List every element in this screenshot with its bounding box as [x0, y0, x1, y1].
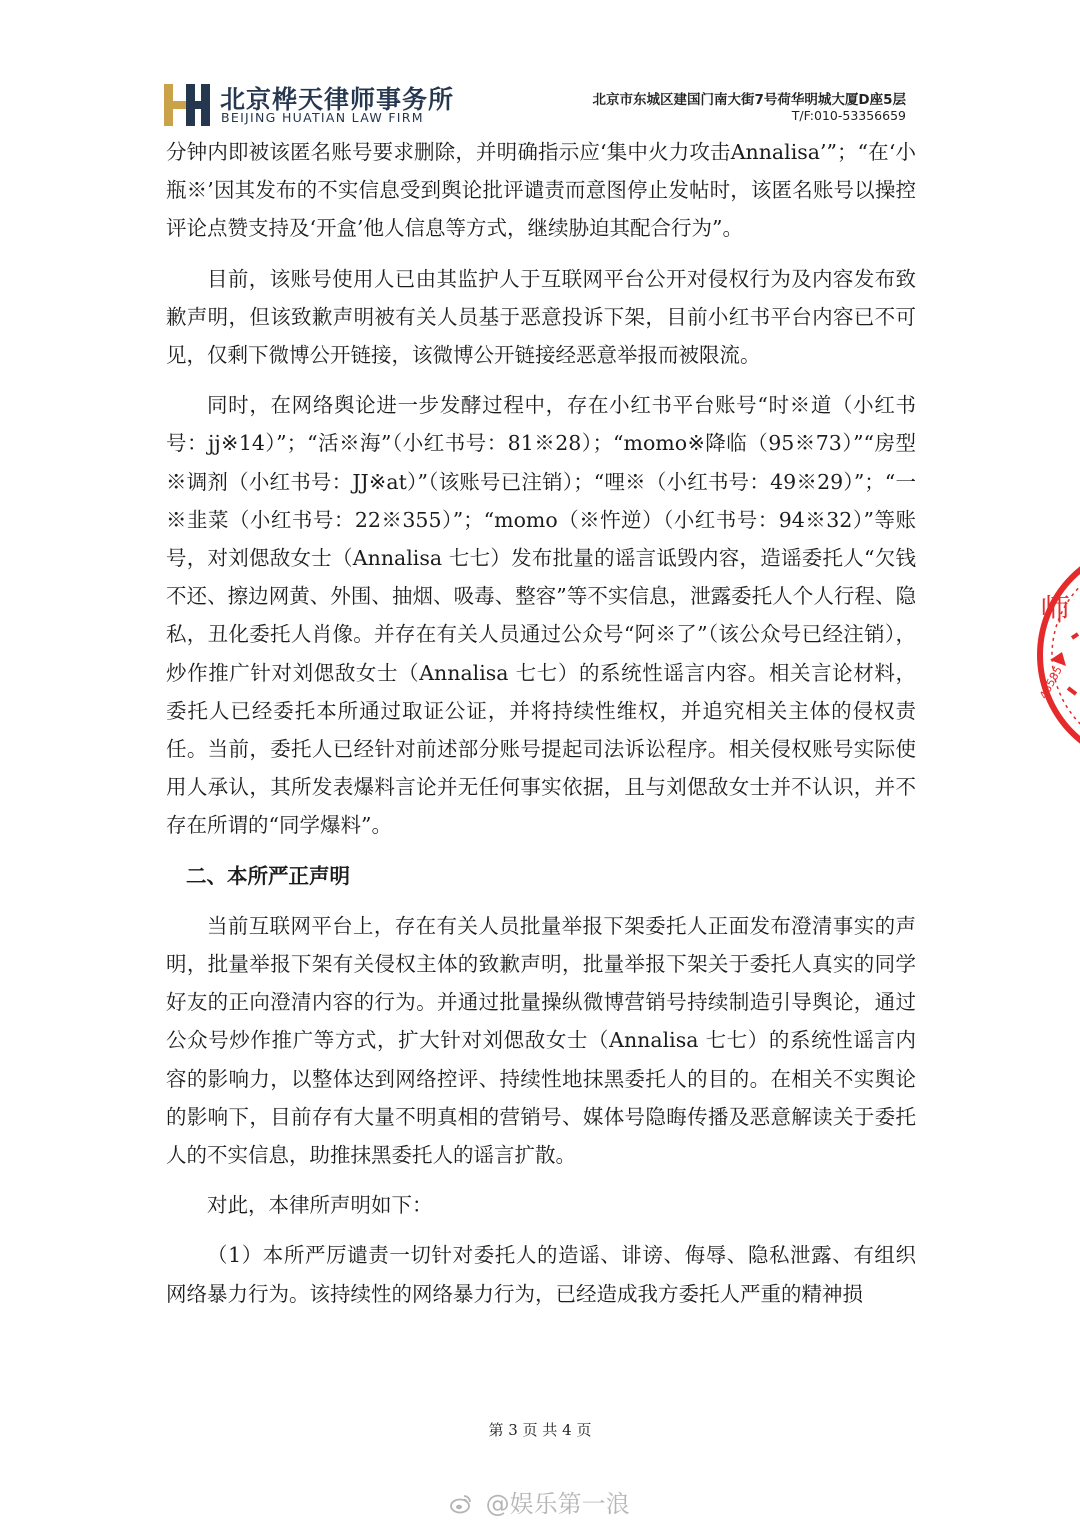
- firm-name-cn: 北京桦天律师事务所: [220, 85, 455, 114]
- letterhead: [0, 0, 1080, 132]
- weibo-watermark: [450, 1484, 630, 1519]
- document-body: [166, 133, 916, 1325]
- firm-address: 北京市东城区建国门南大街7号荷华明城大厦D座5层: [592, 92, 906, 108]
- firm-logo-icon: [164, 84, 210, 126]
- paragraph-5: 对此，本律所声明如下：: [207, 1193, 433, 1218]
- paragraph-1: 分钟内即被该匿名账号要求删除，并明确指示应‘集中火力攻击Annalisa’”；“在‘小瓶※’因其发布的不实信息受到舆论批评谴责而意图停止发帖时，该匿名账号以操控评论点赞支持及‘开盒’他人信息等方式，继续胁迫其配合行为”。: [166, 140, 916, 241]
- watermark-text: @娱乐第一浪: [485, 1490, 630, 1518]
- firm-tel: T/F:010-53356659: [791, 108, 906, 123]
- firm-name-en: BEIJING HUATIAN LAW FIRM: [221, 110, 424, 125]
- paragraph-4: 当前互联网平台上，存在有关人员批量举报下架委托人正面发布澄清事实的声明，批量举报下架有关侵权主体的致歉声明，批量举报下架关于委托人真实的同学好友的正向澄清内容的行为。并通过批量操纵微博营销号持续制造引导舆论，通过公众号炒作推广等方式，扩大针对刘偲敌女士（Annalisa 七七）的系统性谣言内容的影响力，以整体达到网络控评、持续性地抹黑委托人的目的。在相关不实舆论的影响下，目前存有大量不明真相的营销号、媒体号隐晦传播及恶意解读关于委托人的不实信息，助推抹黑委托人的谣言扩散。: [166, 913, 916, 1168]
- paragraph-3: 同时，在网络舆论进一步发酵过程中，存在小红书平台账号“时※道（小红书号：jj※14）”；“活※海”（小红书号：81※28）；“momo※降临（95※73）”“房型※调剂（小红书号：JJ※at）”（该账号已注销）；“哩※（小红书号：49※29）”；“一※韭菜（小红书号：22※355）”；“momo（※忤逆）（小红书号：94※32）”等账号，对刘偲敌女士（Annalisa 七七）发布批量的谣言诋毁内容，造谣委托人“欠钱不还、擦边网黄、外围、抽烟、吸毒、整容”等不实信息，泄露委托人个人行程、隐私，丑化委托人肖像。并存在有关人员通过公众号“阿※了”（该公众号已经注销），炒作推广针对刘偲敌女士（Annalisa 七七）的系统性谣言内容。相关言论材料，委托人已经委托本所通过取证公证，并将持续性维权，并追究相关主体的侵权责任。当前，委托人已经针对前述部分账号提起司法诉讼程序。相关侵权账号实际使用人承认，其所发表爆料言论并无任何事实依据，且与刘偲敌女士并不认识，并不存在所谓的“同学爆料”。: [166, 393, 916, 838]
- paragraph-2: 目前，该账号使用人已由其监护人于互联网平台公开对侵权行为及内容发布致歉声明，但该致歉声明被有关人员基于恶意投诉下架，目前小红书平台内容已不可见，仅剩下微博公开链接，该微博公开链接经恶意举报而被限流。: [166, 266, 916, 368]
- paragraph-6: （1）本所严厉谴责一切针对委托人的造谣、诽谤、侮辱、隐私泄露、有组织网络暴力行为。该持续性的网络暴力行为，已经造成我方委托人严重的精神损: [166, 1243, 916, 1306]
- seal-digits: 46585: [1037, 664, 1065, 702]
- section-heading-2: 二、本所严正声明: [186, 863, 350, 888]
- seal-glyph: 师: [1040, 593, 1070, 628]
- page-number: 第 3 页 共 4 页: [488, 1421, 592, 1439]
- weibo-logo-icon: [450, 1493, 472, 1515]
